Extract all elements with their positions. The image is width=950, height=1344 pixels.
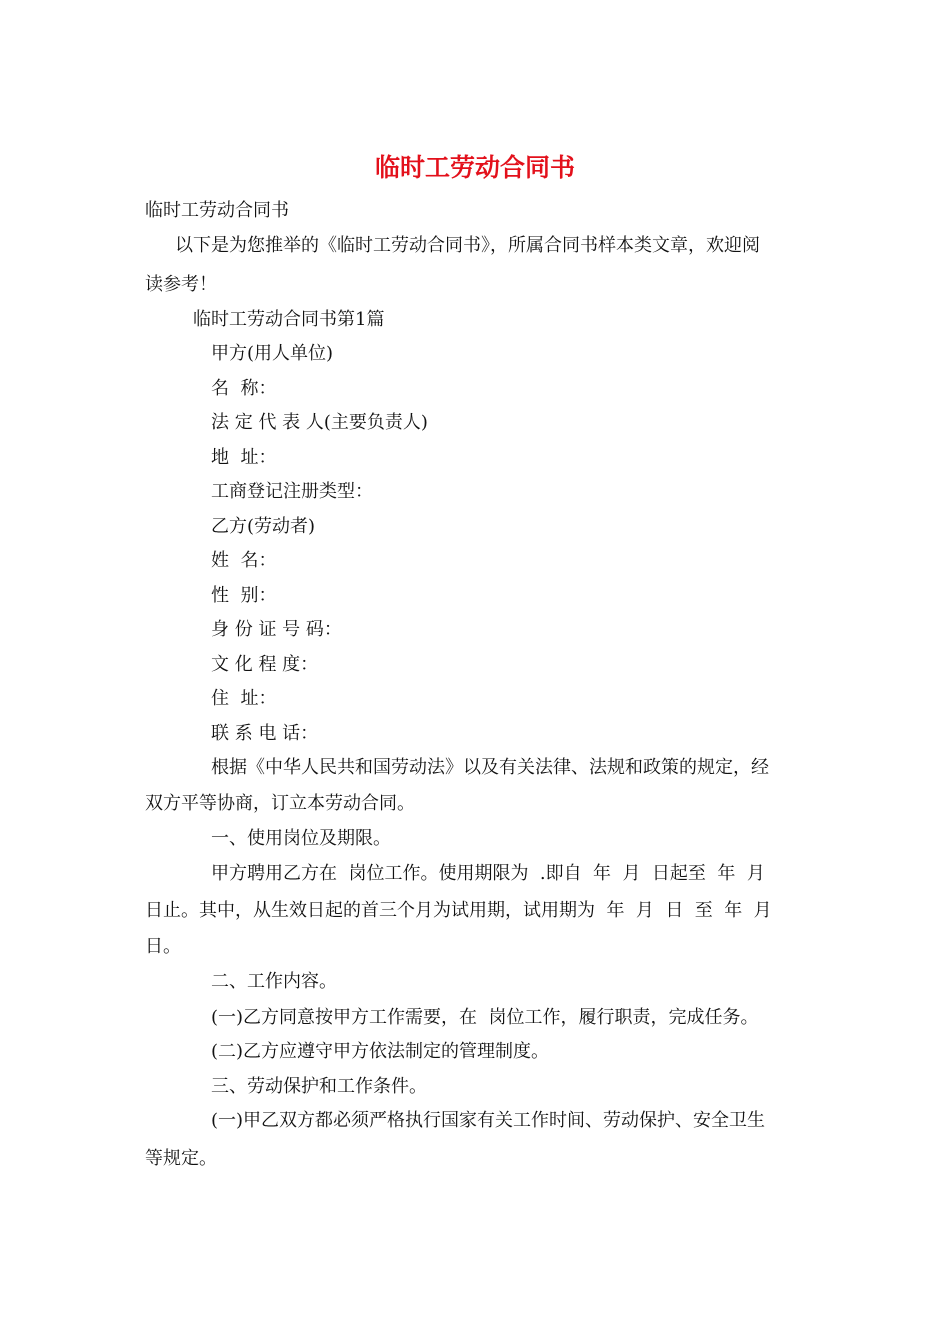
section-3-heading: 三、劳动保护和工作条件。 <box>211 1076 427 1097</box>
preamble-line-2: 双方平等协商，订立本劳动合同。 <box>145 793 415 814</box>
party-b-gender: 性 别： <box>211 585 277 606</box>
section-2-heading: 二、工作内容。 <box>211 971 337 992</box>
party-b-phone: 联 系 电 话： <box>211 723 319 744</box>
section-1-heading: 一、使用岗位及期限。 <box>211 828 391 849</box>
party-a-reg-type: 工商登记注册类型： <box>211 481 373 502</box>
document-title: 临时工劳动合同书 <box>374 153 575 182</box>
intro-line-1: 以下是为您推举的《临时工劳动合同书》，所属合同书样本类文章，欢迎阅 <box>175 235 760 256</box>
section-3-item-1-line-2: 等规定。 <box>145 1148 217 1169</box>
section-1-line-2: 日止。其中，从生效日起的首三个月为试用期，试用期为 年 月 日 至 年 月 <box>145 900 772 921</box>
party-b-name: 姓 名： <box>211 550 277 571</box>
intro-line-2: 读参考！ <box>145 274 217 295</box>
article-heading: 临时工劳动合同书第1篇 <box>193 309 385 330</box>
preamble-line-1: 根据《中华人民共和国劳动法》以及有关法律、法规和政策的规定，经 <box>211 757 769 778</box>
party-a-name: 名 称： <box>211 378 277 399</box>
party-b-id-number: 身 份 证 号 码： <box>211 619 342 640</box>
party-b-heading: 乙方(劳动者) <box>211 516 316 537</box>
document-subtitle: 临时工劳动合同书 <box>145 200 289 221</box>
party-b-education: 文 化 程 度： <box>211 654 319 675</box>
party-a-legal-rep: 法 定 代 表 人(主要负责人) <box>211 412 428 433</box>
party-a-heading: 甲方(用人单位) <box>211 343 334 364</box>
section-2-item-2: (二)乙方应遵守甲方依法制定的管理制度。 <box>211 1041 550 1062</box>
section-1-line-3: 日。 <box>145 936 181 957</box>
section-3-item-1-line-1: (一)甲乙双方都必须严格执行国家有关工作时间、劳动保护、安全卫生 <box>211 1110 766 1131</box>
party-a-address: 地 址： <box>211 447 277 468</box>
party-b-address: 住 址： <box>211 688 277 709</box>
section-2-item-1: (一)乙方同意按甲方工作需要，在 岗位工作，履行职责，完成任务。 <box>211 1007 759 1028</box>
section-1-line-1: 甲方聘用乙方在 岗位工作。使用期限为 .即自 年 月 日起至 年 月 <box>211 863 765 884</box>
